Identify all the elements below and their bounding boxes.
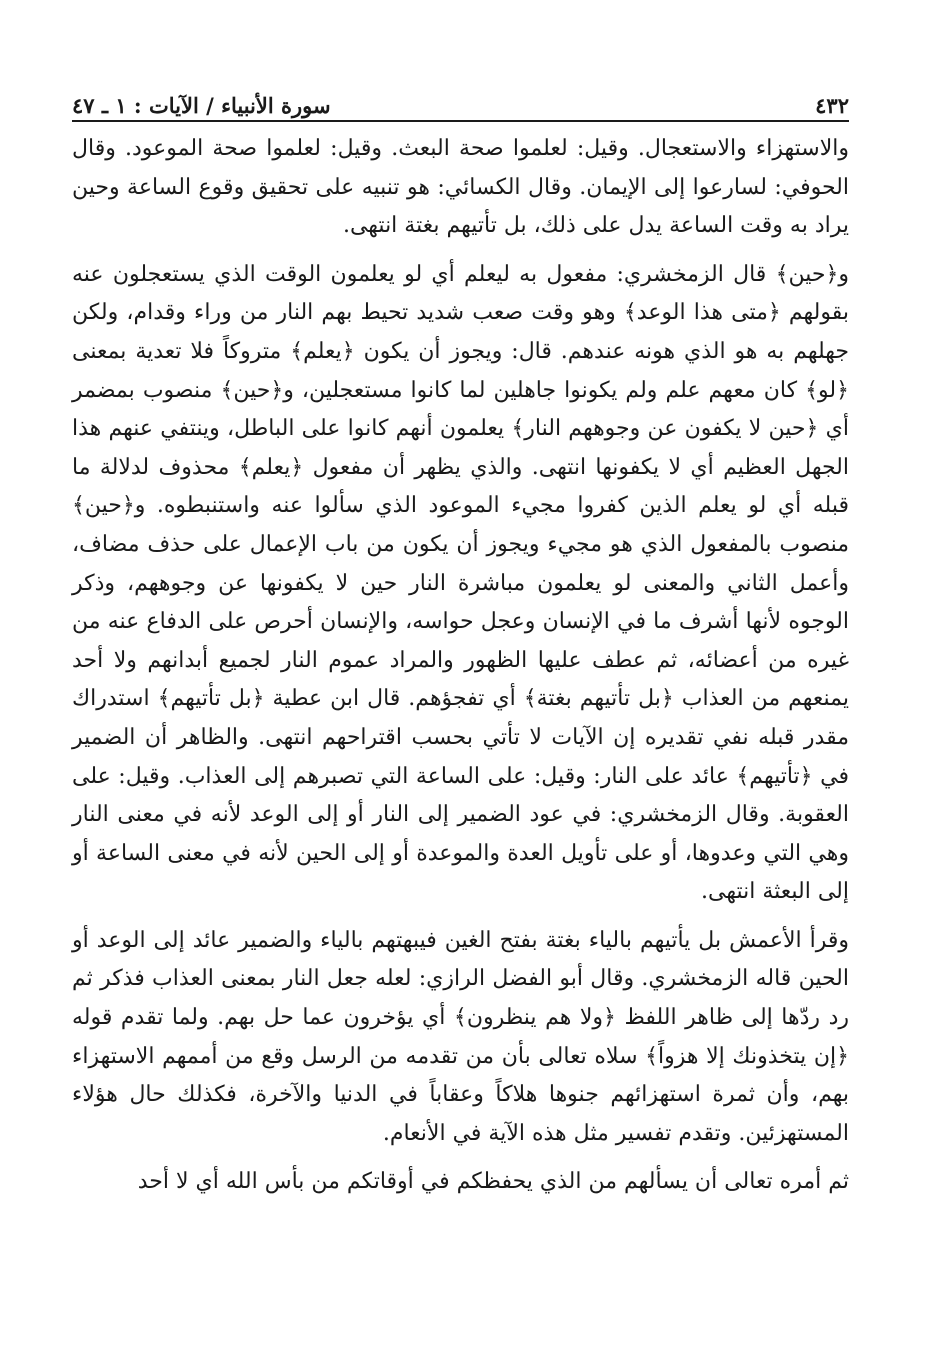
paragraph: و﴿حين﴾ قال الزمخشري: مفعول به ليعلم أي لو يعلمون الوقت الذي يستعجلون عنه بقولهم ﴿متى هذا الوعد﴾ وهو وقت صعب شديد تحيط بهم النار من وراء وقدام، ولكن جهلهم به هو الذي هونه عندهم. قال: ويجوز أن يكون ﴿يعلم﴾ متروكاً فلا تعدية بمعنى ﴿لو﴾ كان معهم علم ولم يكونوا جاهلين لما كانوا مستعجلين، و﴿حين﴾ منصوب بمضمر أي ﴿حين لا يكفون عن وجوههم النار﴾ يعلمون أنهم كانوا على الباطل، وينتفي عنهم هذا الجهل العظيم أي لا يكفونها انتهى. والذي يظهر أن مفعول ﴿يعلم﴾ محذوف لدلالة ما قبله أي لو يعلم الذين كفروا مجيء الموعود الذي سألوا عنه واستنبطوه. و﴿حين﴾ منصوب بالمفعول الذي هو مجيء ويجوز أن يكون من باب الإعمال على حذف مضاف، وأعمل الثاني والمعنى لو يعلمون مباشرة النار حين لا يكفونها عن وجوههم، وذكر الوجوه لأنها أشرف ما في الإنسان وعجل حواسه، والإنسان أحرص على الدفاع عنه من غيره من أعضائه، ثم عطف عليها الظهور والمراد عموم النار لجميع أبدانهم ولا أحد يمنعهم من العذاب ﴿بل تأتيهم بغتة﴾ أي تفجؤهم. قال ابن عطية ﴿بل تأتيهم﴾ استدراك مقدر قبله نفي تقديره إن الآيات لا تأتي بحسب اقتراحهم انتهى. والظاهر أن الضمير في ﴿تأتيهم﴾ عائد على النار: وقيل: على الساعة التي تصبرهم إلى العذاب. وقيل: على العقوبة. وقال الزمخشري: في عود الضمير إلى النار أو إلى الوعد لأنه في معنى النار وهي التي وعدوها، أو على تأويل العدة والموعدة أو إلى الحين لأنه في معنى الساعة أو إلى البعثة انتهى. <box>72 261 849 905</box>
paragraph: ثم أمره تعالى أن يسألهم من الذي يحفظكم في أوقاتكم من بأس الله أي لا أحد <box>137 1169 849 1195</box>
body-text <box>72 130 849 1202</box>
running-header <box>72 82 849 122</box>
paragraph: والاستهزاء والاستعجال. وقيل: لعلموا صحة البعث. وقيل: لعلموا صحة الموعود. وقال الحوفي: لسارعوا إلى الإيمان. وقال الكسائي: هو تنبيه على تحقيق وقوع الساعة وحين يراد به وقت الساعة يدل على ذلك، بل تأتيهم بغتة انتهى. <box>72 136 849 239</box>
page-number: ٤٣٢ <box>815 93 849 118</box>
running-title: سورة الأنبياء / الآيات : ١ ـ ٤٧ <box>72 93 331 118</box>
paragraph: وقرأ الأعمش بل يأتيهم بالياء بغتة بفتح الغين فيبهتهم بالياء والضمير عائد إلى الوعد أو الحين قاله الزمخشري. وقال أبو الفضل الرازي: لعله جعل النار بمعنى العذاب فذكر ثم رد ردّها إلى ظاهر اللفظ ﴿ولا هم ينظرون﴾ أي يؤخرون عما حل بهم. ولما تقدم قوله ﴿إن يتخذونك إلا هزواً﴾ سلاه تعالى بأن من تقدمه من الرسل وقع من أممهم الاستهزاء بهم، وأن ثمرة استهزائهم جنوها هلاكاً وعقاباً في الدنيا والآخرة، فكذلك حال هؤلاء المستهزئين. وتقدم تفسير مثل هذه الآية في الأنعام. <box>72 927 849 1146</box>
